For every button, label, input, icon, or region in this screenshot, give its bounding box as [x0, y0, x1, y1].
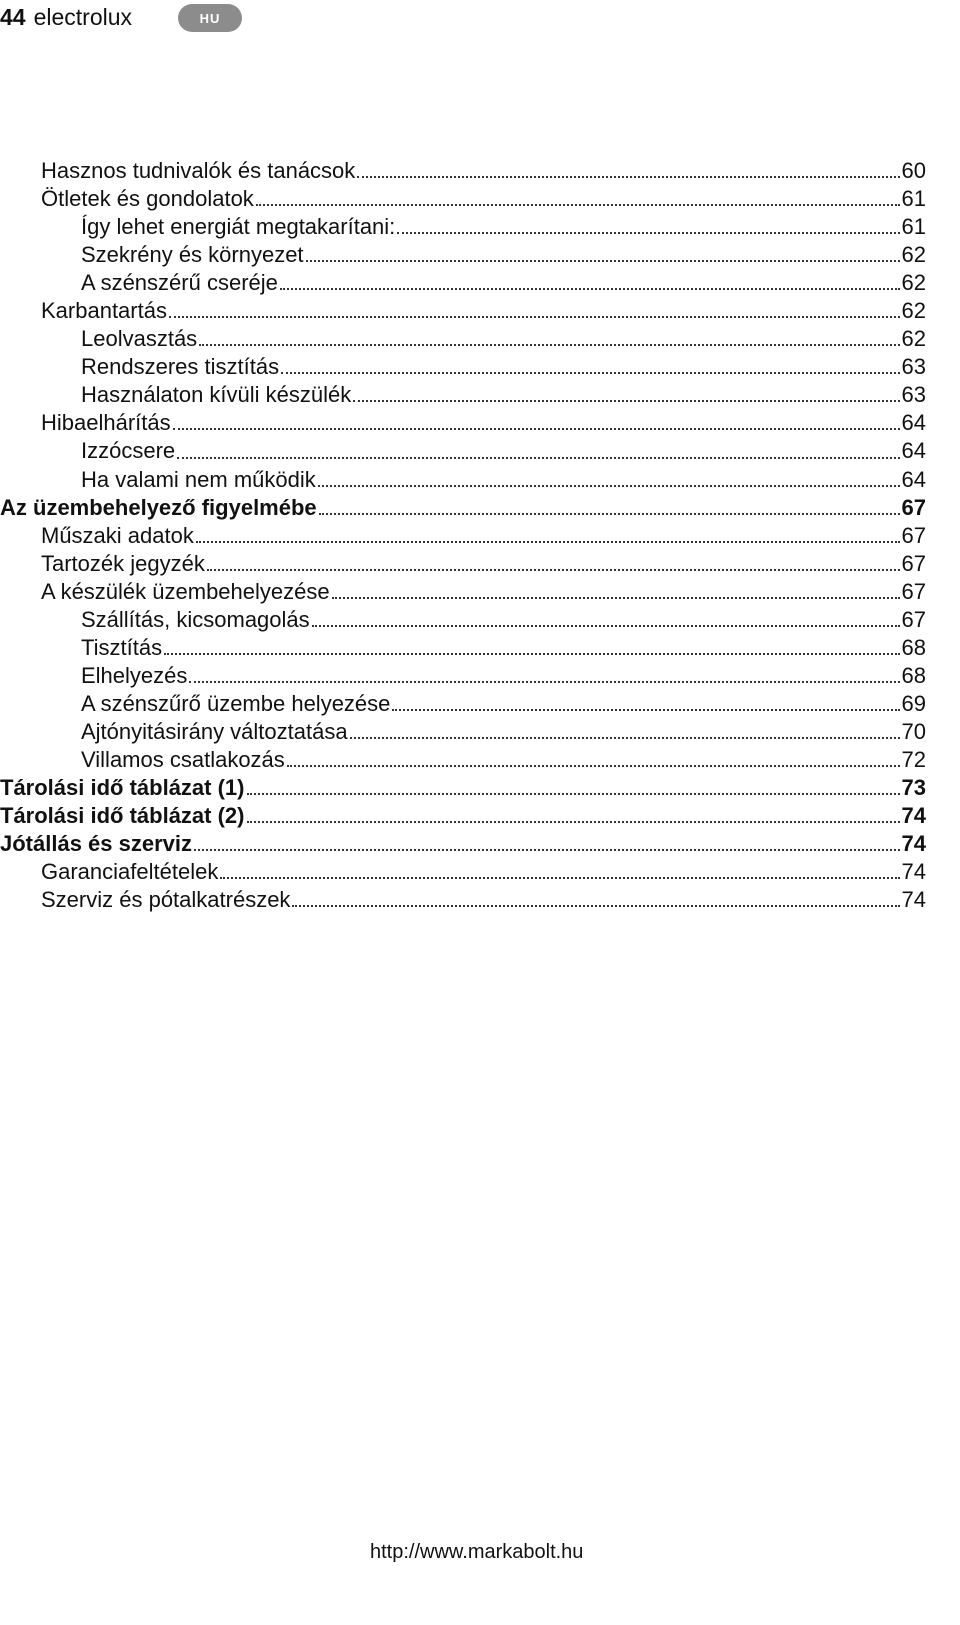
toc-entry-label: Tárolási idő táblázat (2) [0, 803, 245, 829]
toc-entry [0, 858, 926, 886]
toc-dot-leader [312, 625, 900, 627]
toc-dot-leader [207, 569, 900, 571]
toc-dot-leader [281, 372, 899, 374]
toc-entry-page: 74 [901, 803, 926, 829]
toc-entry-label: Tárolási idő táblázat (1) [0, 775, 245, 801]
toc-entry [0, 466, 926, 494]
toc-entry [0, 746, 926, 774]
toc-dot-leader [256, 204, 900, 206]
toc-dot-leader [247, 821, 900, 823]
toc-entry-label: Hibaelhárítás [41, 410, 171, 436]
toc-entry-label: A készülék üzembehelyezése [41, 578, 330, 604]
toc-entry [0, 437, 926, 465]
toc-entry-page: 62 [901, 270, 926, 296]
toc-entry-page: 63 [901, 382, 926, 408]
toc-entry-label: Így lehet energiát megtakarítani: [81, 214, 396, 240]
toc-entry-label: Szállítás, kicsomagolás [81, 606, 310, 632]
toc-dot-leader [319, 513, 900, 515]
toc-dot-leader [177, 457, 899, 459]
toc-entry-page: 68 [901, 634, 926, 660]
toc-entry-page: 67 [901, 494, 926, 520]
toc-dot-leader [287, 765, 900, 767]
language-badge: HU [178, 4, 242, 32]
toc-entry-label: Ajtónyitásirány változtatása [81, 718, 348, 744]
toc-entry-page: 64 [901, 438, 926, 464]
toc-entry-page: 72 [901, 746, 926, 772]
toc-entry-label: Rendszeres tisztítás [81, 354, 280, 380]
toc-entry [0, 830, 926, 858]
toc-entry [0, 522, 926, 550]
toc-dot-leader [306, 260, 900, 262]
toc-entry [0, 802, 926, 830]
toc-entry-page: 74 [901, 887, 926, 913]
toc-entry [0, 157, 926, 185]
toc-entry-page: 64 [901, 466, 926, 492]
toc-dot-leader [199, 344, 899, 346]
toc-entry [0, 381, 926, 409]
toc-entry-page: 64 [901, 410, 926, 436]
toc-entry-page: 63 [901, 354, 926, 380]
toc-entry [0, 409, 926, 437]
toc-entry [0, 325, 926, 353]
page-header [0, 0, 300, 34]
toc-entry [0, 297, 926, 325]
toc-entry-page: 74 [901, 831, 926, 857]
toc-entry-label: A szénszűrő üzembe helyezése [81, 690, 391, 716]
toc-entry-label: Hasznos tudnivalók és tanácsok [41, 158, 356, 183]
toc-entry-page: 70 [901, 718, 926, 744]
toc-dot-leader [280, 288, 900, 290]
toc-dot-leader [220, 877, 899, 879]
toc-dot-leader [173, 428, 900, 430]
toc-entry [0, 578, 926, 606]
toc-entry-page: 67 [901, 550, 926, 576]
toc-dot-leader [392, 709, 899, 711]
toc-entry [0, 185, 926, 213]
toc-entry [0, 886, 926, 914]
toc-entry-page: 67 [901, 522, 926, 548]
toc-entry-page: 62 [901, 298, 926, 324]
toc-entry-page: 67 [901, 578, 926, 604]
toc-dot-leader [189, 681, 899, 683]
toc-entry-page: 61 [901, 214, 926, 240]
toc-entry-page: 62 [901, 326, 926, 352]
toc-entry-label: Tartozék jegyzék [41, 550, 205, 576]
toc-entry-label: A szénszérű cseréje [81, 270, 278, 296]
brand-name: electrolux [33, 3, 133, 30]
toc-entry [0, 494, 926, 522]
toc-entry [0, 690, 926, 718]
toc-entry-page: 67 [901, 606, 926, 632]
toc-entry-page: 68 [901, 662, 926, 688]
toc-dot-leader [332, 597, 900, 599]
toc-entry [0, 718, 926, 746]
toc-dot-leader [357, 176, 899, 178]
page-number: 44 [0, 3, 26, 30]
toc-entry [0, 550, 926, 578]
toc-entry [0, 662, 926, 690]
toc-entry-label: Karbantartás [41, 298, 167, 324]
toc-entry-page: 62 [901, 242, 926, 268]
toc-entry-label: Ötletek és gondolatok [41, 186, 254, 212]
table-of-contents [0, 157, 926, 914]
toc-entry-page: 73 [901, 775, 926, 801]
toc-entry [0, 213, 926, 241]
toc-dot-leader [247, 793, 900, 795]
toc-entry-label: Tisztítás [81, 634, 163, 660]
toc-entry [0, 774, 926, 802]
toc-dot-leader [196, 541, 900, 543]
footer-url: http://www.markabolt.hu [370, 1541, 584, 1563]
toc-entry-label: Elhelyezés [81, 662, 188, 688]
toc-entry [0, 353, 926, 381]
toc-entry [0, 241, 926, 269]
toc-entry-label: Garanciafeltételek [41, 859, 219, 885]
toc-entry [0, 606, 926, 634]
toc-entry-label: Az üzembehelyező figyelmébe [0, 494, 317, 520]
toc-entry-label: Ha valami nem működik [81, 466, 316, 492]
toc-entry-label: Szekrény és környezet [81, 242, 304, 268]
toc-dot-leader [318, 485, 900, 487]
toc-entry-page: 60 [901, 158, 926, 183]
toc-dot-leader [164, 653, 899, 655]
toc-entry-label: Izzócsere [81, 438, 176, 464]
toc-dot-leader [397, 232, 899, 234]
toc-dot-leader [350, 737, 900, 739]
toc-dot-leader [169, 316, 900, 318]
toc-entry-label: Műszaki adatok [41, 522, 194, 548]
toc-entry [0, 634, 926, 662]
toc-dot-leader [194, 849, 900, 851]
toc-dot-leader [292, 905, 899, 907]
toc-entry-page: 74 [901, 859, 926, 885]
toc-entry [0, 269, 926, 297]
toc-entry-label: Használaton kívüli készülék [81, 382, 352, 408]
toc-entry-label: Szerviz és pótalkatrészek [41, 887, 291, 913]
toc-entry-label: Jótállás és szerviz [0, 831, 193, 857]
toc-dot-leader [353, 400, 899, 402]
toc-entry-label: Leolvasztás [81, 326, 198, 352]
toc-entry-page: 61 [901, 186, 926, 212]
toc-entry-label: Villamos csatlakozás [81, 746, 285, 772]
toc-entry-page: 69 [901, 690, 926, 716]
